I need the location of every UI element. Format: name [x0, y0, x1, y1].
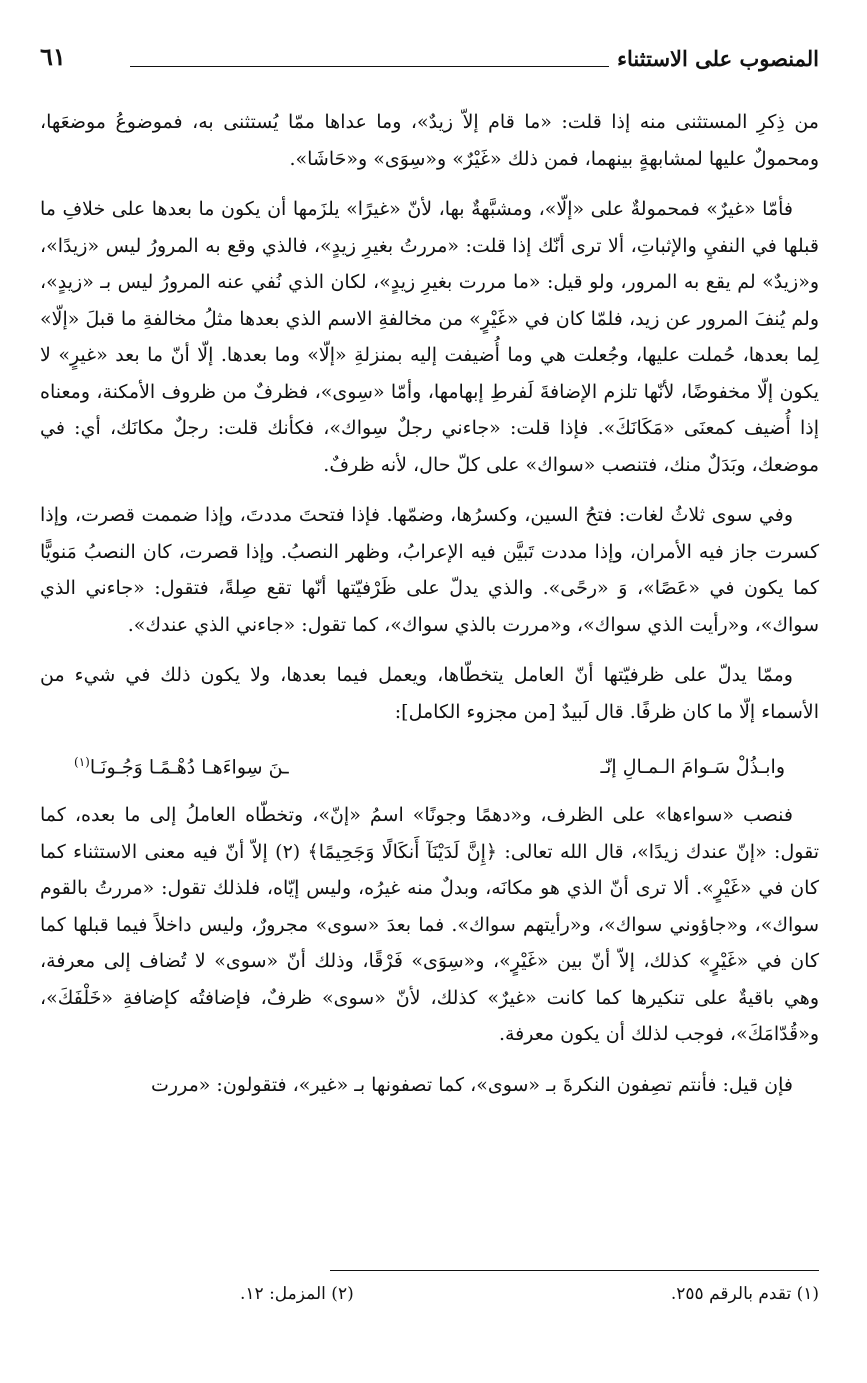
paragraph: فأمّا «غيرٌ» فمحمولةٌ على «إلّا»، ومشبَّهةٌ بها، لأنّ «غيرًا» يلزَمها أن يكون ما بعدها على خلافِ ما قبلها في النفيِ والإثباتِ، ألا ترى أنّك إذا قلت: «مررتُ بغيرِ زيدٍ»، فالذي وقع به المرورُ ليس «زيدًا»، و«زيدٌ» لم يقع به المرور، ولو قيل: «ما مررت بغيرِ زيدٍ»، لكان الذي نُفي عنه المرورُ ليس بـ «زيدٍ»، ولم يُنفَ المرور عن زيد، فلمّا كان في «غَيْرٍ» من مخالفةِ الاسم الذي بعدها مثلُ مخالفةِ ما قبلَ «إلّا» لِما بعدها، حُملت عليها، وجُعلت هي وما أُضيفت إليه بمنزلةِ «إلّا» وما بعدها. إلّا أنّ ما بعد «غيرٍ» لا يكون إلّا مخفوضًا، لأنّها تلزم الإضافةَ لَفرطِ إبهامها، وأمّا «سِوى»، فظرفٌ من ظروف الأمكنة، ومعناه إذا أُضيف كمعنَى «مَكَانَكَ». فإذا قلت: «جاءني رجلٌ سِواك»، فكأنك قلت: رجلٌ مكانَك، أي: في موضعك، وبَدَلٌ منك، فتنصب «سواك» على كلّ حال، لأنه ظرفٌ. [40, 198, 819, 476]
poetry-verse [74, 744, 785, 785]
verse-second-hemistich-text: ـنَ سِواءَهـا دُهْـمًـا وَجُـونَـا [89, 756, 289, 779]
paragraph: فنصب «سواءها» على الظرف، و«دهمًا وجونًا» اسمُ «إنّ»، وتخطّاه العاملُ إلى ما بعده، كما تقول: «إنّ عندك زيدًا»، قال الله تعالى: ﴿إِنَّ لَدَيْنَآ أَنكَالًا وَجَحِيمًا﴾ (٢) إلاّ أنّ فيه معنى الاستثناء كما كان في «غَيْرٍ». ألا ترى أنّ الذي هو مكانَه، وبدلٌ منه غيرُه، وليس إيّاه، فلذلك تقول: «مررتُ بالقوم سواك»، و«جاؤوني سواك»، و«رأيتهم سواك». فما بعدَ «سوى» مجرورٌ، وليس داخلاً فيما قبلها كما كان في «غَيْرٍ» كذلك، إلاّ أنّ بين «غَيْرٍ»، و«سِوَى» فَرْقًا، وذلك أنّ «سوى» لا تُضاف إلى معرفة، وهي باقيةٌ على تنكيرها كما كانت «غيرٌ» كذلك، لأنّ «سوى» ظرفٌ، فإضافتُه كإضافةِ «خَلْفَكَ»، و«قُدّامَكَ»، فوجب لذلك أن يكون معرفة. [40, 804, 819, 1046]
footnote-2: (٢) المزمل: ١٢. [240, 1284, 354, 1304]
header-rule [130, 66, 609, 67]
verse-first-hemistich: وابـذُلْ سَـوامَ الـمـالِ إنّـ [600, 756, 785, 779]
footnote-1: (١) تقدم بالرقم ٢٥٥. [670, 1284, 819, 1304]
page-body [40, 104, 819, 1117]
running-title: المنصوب على الاستثناء [617, 46, 819, 71]
page-number: ٦١ [40, 42, 66, 71]
footnote-rule [330, 1270, 819, 1271]
paragraph: وفي سوى ثلاثُ لغات: فتحُ السين، وكسرُها، وضمّها. فإذا فتحتَ مددتَ، وإذا ضممت قصرت، وإذا كسرت جاز فيه الأمران، وإذا مددت تَبيَّن فيه الإعرابُ، وظهر النصبُ. وإذا قصرت، كان النصبُ مَنويًّا كما يكون في «عَصًا»، وَ «رحًى». والذي يدلّ على ظَرْفيّتها أنّها تقع صِلةً، فتقول: «جاءني الذي سواك»، و«رأيت الذي سواك»، و«مررت بالذي سواك»، كما تقول: «جاءني الذي عندك». [40, 504, 819, 636]
footnote-marker: (١) [74, 755, 90, 769]
paragraph: فإن قيل: فأنتم تصِفون النكرةَ بـ «سوى»، كما تصفونها بـ «غير»، فتقولون: «مررت [151, 1073, 793, 1096]
footnotes [240, 1284, 819, 1304]
page-header [40, 40, 819, 80]
paragraph: وممّا يدلّ على ظرفيّتها أنّ العامل يتخطّاها، ويعمل فيما بعدها، ولا يكون ذلك في شيء من الأسماء إلّا ما كان ظرفًا. قال لَبيدٌ [من مجزوء الكامل]: [40, 664, 819, 723]
verse-second-hemistich [74, 744, 289, 785]
paragraph: من ذِكرِ المستثنى منه إذا قلت: «ما قام إلاّ زيدٌ»، وما عداها ممّا يُستثنى به، فموضوعُ موضعَها، ومحمولٌ عليها لمشابهةٍ بينهما، فمن ذلك «غَيْرٌ» و«سِوَى» و«حَاشَا». [40, 111, 819, 170]
